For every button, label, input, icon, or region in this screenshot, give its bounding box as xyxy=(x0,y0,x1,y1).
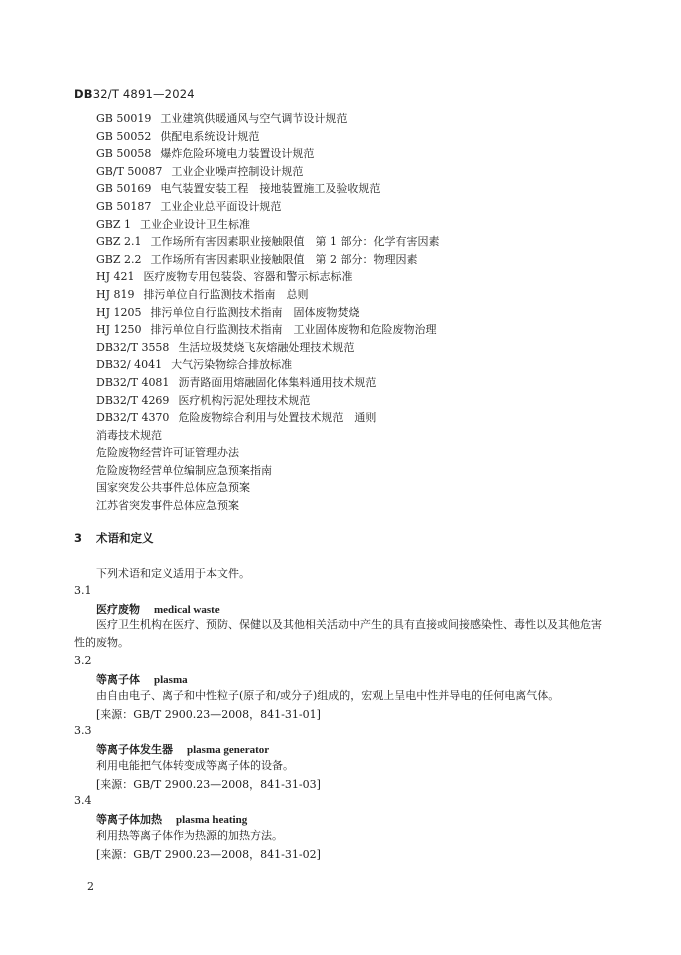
reference-title: 危险废物综合利用与处置技术规范 通则 xyxy=(178,411,377,425)
reference-item xyxy=(96,479,440,497)
term-zh: 医疗废物 xyxy=(96,603,140,616)
reference-title: 国家突发公共事件总体应急预案 xyxy=(96,481,250,495)
reference-item xyxy=(96,444,440,462)
reference-title: 工作场所有害因素职业接触限值 第 2 部分：物理因素 xyxy=(150,252,418,266)
term-source: [来源：GB/T 2900.23—2008，841-31-03] xyxy=(96,778,321,791)
reference-item xyxy=(96,233,440,251)
term-heading xyxy=(96,741,269,757)
term-zh: 等离子体发生器 xyxy=(96,743,173,756)
reference-item xyxy=(96,321,440,339)
term-en: plasma heating xyxy=(176,814,248,826)
reference-code: DB32/T 4269 xyxy=(96,393,170,407)
page-number: 2 xyxy=(87,880,94,893)
header-code: 32/T 4891—2024 xyxy=(92,87,195,101)
reference-item xyxy=(96,110,440,128)
reference-code: GB 50169 xyxy=(96,182,152,196)
reference-title: 工业企业设计卫生标准 xyxy=(140,217,251,231)
reference-title: 排污单位自行监测技术指南 固体废物焚烧 xyxy=(150,305,360,319)
reference-code: DB32/T 4370 xyxy=(96,411,170,425)
reference-title: 生活垃圾焚烧飞灰熔融处理技术规范 xyxy=(178,340,355,354)
reference-code: GB 50019 xyxy=(96,112,152,125)
reference-code: GB 50058 xyxy=(96,147,152,161)
reference-code: DB32/T 3558 xyxy=(96,340,170,354)
header-prefix: DB xyxy=(74,87,93,101)
term-en: medical waste xyxy=(154,604,220,616)
reference-item xyxy=(96,128,440,146)
term-number: 3.1 xyxy=(74,584,92,597)
reference-item xyxy=(96,304,440,322)
term-source: [来源：GB/T 2900.23—2008，841-31-01] xyxy=(96,708,321,721)
reference-code: HJ 1205 xyxy=(96,305,142,319)
normative-references-list xyxy=(96,110,440,515)
reference-code: GBZ 1 xyxy=(96,217,132,231)
reference-title: 电气装置安装工程 接地装置施工及验收规范 xyxy=(160,182,381,196)
reference-title: 工业企业总平面设计规范 xyxy=(160,199,282,213)
term-heading xyxy=(96,601,220,617)
reference-title: 爆炸危险环境电力装置设计规范 xyxy=(160,147,315,161)
reference-item xyxy=(96,462,440,480)
reference-item xyxy=(96,216,440,234)
reference-code: HJ 819 xyxy=(96,287,135,301)
reference-code: DB32/ 4041 xyxy=(96,358,163,372)
reference-code: GBZ 2.1 xyxy=(96,235,142,249)
reference-code: GBZ 2.2 xyxy=(96,252,142,266)
reference-title: 排污单位自行监测技术指南 工业固体废物和危险废物治理 xyxy=(150,323,437,337)
section-title: 术语和定义 xyxy=(96,531,154,545)
reference-title: 供配电系统设计规范 xyxy=(160,129,260,143)
term-en: plasma xyxy=(154,674,188,686)
reference-item xyxy=(96,339,440,357)
term-number: 3.4 xyxy=(74,794,92,807)
reference-item xyxy=(96,145,440,163)
reference-title: 工业建筑供暖通风与空气调节设计规范 xyxy=(160,112,348,125)
term-definition: 利用热等离子体作为热源的加热方法。 xyxy=(96,829,283,842)
reference-title: 医疗机构污泥处理技术规范 xyxy=(178,393,311,407)
reference-code: HJ 421 xyxy=(96,270,135,284)
term-number: 3.2 xyxy=(74,654,92,667)
reference-title: 工作场所有害因素职业接触限值 第 1 部分：化学有害因素 xyxy=(150,235,440,249)
reference-code: HJ 1250 xyxy=(96,323,142,337)
reference-title: 危险废物经营单位编制应急预案指南 xyxy=(96,463,272,477)
reference-title: 危险废物经营许可证管理办法 xyxy=(96,446,239,460)
term-heading xyxy=(96,671,188,687)
reference-item xyxy=(96,409,440,427)
reference-item xyxy=(96,356,440,374)
reference-code: GB 50187 xyxy=(96,199,152,213)
reference-item xyxy=(96,392,440,410)
reference-code: DB32/T 4081 xyxy=(96,375,170,389)
reference-item xyxy=(96,427,440,445)
term-definition: 医疗卫生机构在医疗、预防、保健以及其他相关活动中产生的具有直接或间接感染性、毒性以及其他危害性的废物。 xyxy=(74,618,602,649)
reference-code: GB/T 50087 xyxy=(96,164,163,178)
reference-item xyxy=(96,198,440,216)
reference-item xyxy=(96,268,440,286)
term-zh: 等离子体 xyxy=(96,673,140,686)
reference-code: GB 50052 xyxy=(96,129,152,143)
reference-item xyxy=(96,163,440,181)
term-zh: 等离子体加热 xyxy=(96,813,162,826)
reference-title: 沥青路面用熔融固化体集料通用技术规范 xyxy=(178,375,377,389)
section-intro: 下列术语和定义适用于本文件。 xyxy=(96,567,250,580)
reference-item xyxy=(96,251,440,269)
reference-title: 医疗废物专用包装袋、容器和警示标志标准 xyxy=(143,270,353,284)
reference-item xyxy=(96,374,440,392)
reference-item xyxy=(96,180,440,198)
reference-title: 江苏省突发事件总体应急预案 xyxy=(96,499,239,513)
section-number: 3 xyxy=(74,531,83,545)
term-heading xyxy=(96,811,247,827)
term-definition: 由自由电子、离子和中性粒子(原子和/或分子)组成的，宏观上呈电中性并导电的任何电离气体。 xyxy=(96,689,560,702)
term-en: plasma generator xyxy=(187,744,270,756)
reference-item xyxy=(96,286,440,304)
reference-title: 消毒技术规范 xyxy=(96,428,162,442)
reference-title: 工业企业噪声控制设计规范 xyxy=(171,164,304,178)
term-number: 3.3 xyxy=(74,724,92,737)
term-definition: 利用电能把气体转变成等离子体的设备。 xyxy=(96,759,294,772)
section-heading xyxy=(74,530,154,546)
document-header xyxy=(74,87,195,101)
reference-item xyxy=(96,497,440,515)
term-source: [来源：GB/T 2900.23—2008，841-31-02] xyxy=(96,848,321,861)
reference-title: 大气污染物综合排放标准 xyxy=(171,358,293,372)
reference-title: 排污单位自行监测技术指南 总则 xyxy=(143,287,309,301)
